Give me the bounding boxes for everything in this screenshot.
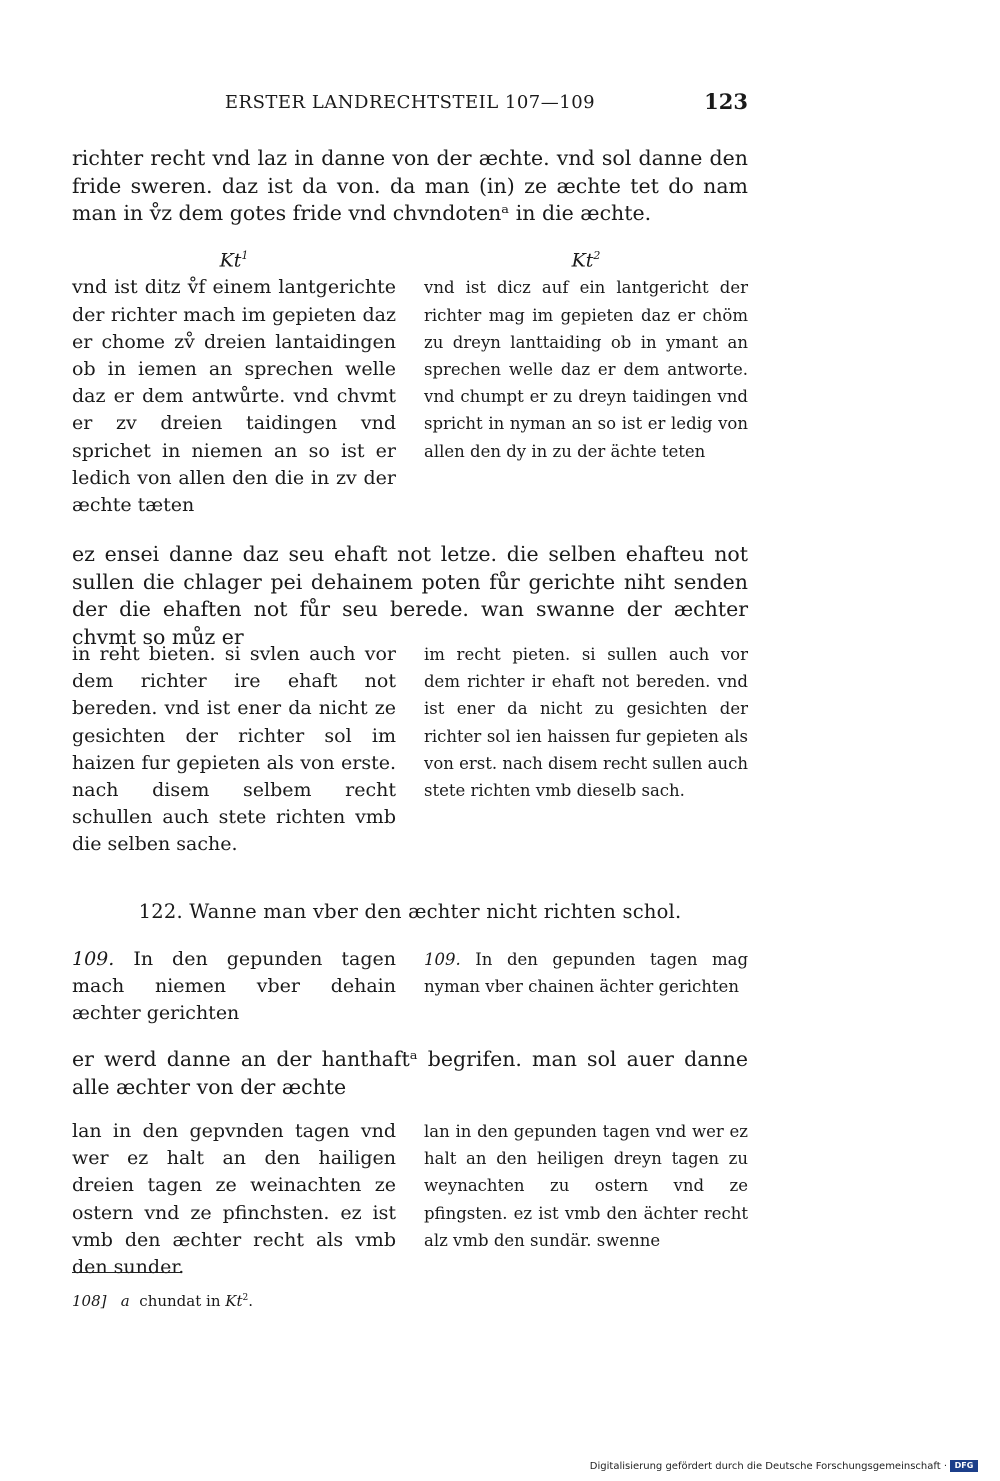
column-kt1-text: vnd ist ditz v̊f einem lantgerichte der richter mach im gepieten daz er chome zv̊ dreien lantaidingen ob in iemen an sprechen welle daz er dem antwůrte. vnd chvmt er zv dreien taidingen vnd sprichet in niemen an so ist er ledich von allen den die in zv der æchte tæten — [72, 276, 396, 516]
column-right-4: lan in den gepunden tagen vnd wer ez halt an den heiligen dreyn tagen zu weynachten zu ostern vnd ze pfingsten. ez ist vmb den ächter recht alz vmb den sundär. swenne — [424, 1122, 748, 1250]
column-right-2: im recht pieten. si sullen auch vor dem richter ir ehaft not bereden. vnd ist ener da nicht zu gesichten der richter sol ien haissen fur gepieten als von erst. nach disem recht sullen auch stete richten vmb dieselb sach. — [424, 645, 748, 801]
footnote: 108] a chundat in Kt$^2$. — [72, 1292, 254, 1310]
page-header — [72, 89, 748, 124]
top-paragraph: richter recht vnd laz in danne von der æchte. vnd sol danne den fride sweren. daz ist da von. da man (in) ze æchte tet do nam man in v̊z dem gotes fride vnd chvndotenᵃ in die æchte. — [72, 146, 748, 225]
paragraph-3: er werd danne an der hanthaftᵃ begrifen. man sol auer danne alle æchter von der æchte — [72, 1047, 748, 1099]
middle-paragraph: ez ensei danne daz seu ehaft not letze. die selben ehafteu not sullen die chlager pei dehainem poten fůr gerichte niht senden der die ehaften not fůr seu berede. wan swanne der æchter chvmt so můz er — [72, 542, 748, 649]
column-kt1 — [72, 244, 396, 519]
column-left-4: lan in den gepvnden tagen vnd wer ez halt an den hailigen dreien tagen ze weinachten ze ostern vnd ze pfinchsten. ez ist vmb den æchter recht als vmb den sunder. — [72, 1120, 396, 1279]
siglum-kt1: Kt$^1$ — [219, 249, 249, 272]
column-left-2: in reht bieten. si svlen auch vor dem richter ire ehaft not bereden. vnd ist ener da nicht ze gesichten der richter sol im haizen fur gepieten als von erste. nach disem selbem recht schullen auch stete richten vmb die selben sache. — [72, 643, 396, 856]
running-title: ERSTER LANDRECHTSTEIL 107—109 — [224, 92, 596, 113]
digitization-credit: Digitalisierung gefördert durch die Deutsche Forschungsgemeinschaft · DFG — [590, 1460, 978, 1472]
parallel-section-4 — [72, 1118, 748, 1281]
page-number: 123 — [704, 89, 748, 114]
column-right-3: 109. In den gepunden tagen mag nyman vber chainen ächter gerichten — [424, 950, 749, 997]
article-number-left: 109. — [72, 948, 115, 970]
column-kt2-text: vnd ist dicz auf ein lantgericht der richter mag im gepieten daz er chöm zu dreyn lanttaiding ob in ymant an sprechen welle daz er dem antworte. vnd chumpt er zu dreyn taidingen vnd spricht in nyman an so ist er ledig von allen den dy in zu der ächte teten — [424, 278, 748, 461]
parallel-section-1 — [72, 244, 748, 519]
dfg-logo: DFG — [950, 1460, 978, 1472]
parallel-section-2 — [72, 641, 748, 859]
column-left-3: 109. In den gepunden tagen mach niemen vber dehain æchter gerichten — [72, 948, 396, 1025]
column-kt2 — [424, 244, 748, 519]
footnote-divider — [72, 1272, 182, 1273]
chapter-heading: 122. Wanne man vber den æchter nicht richten schol. — [138, 900, 682, 923]
parallel-section-3 — [72, 946, 748, 1028]
article-number-right: 109. — [424, 950, 461, 969]
siglum-kt2: Kt$^2$ — [571, 249, 601, 272]
